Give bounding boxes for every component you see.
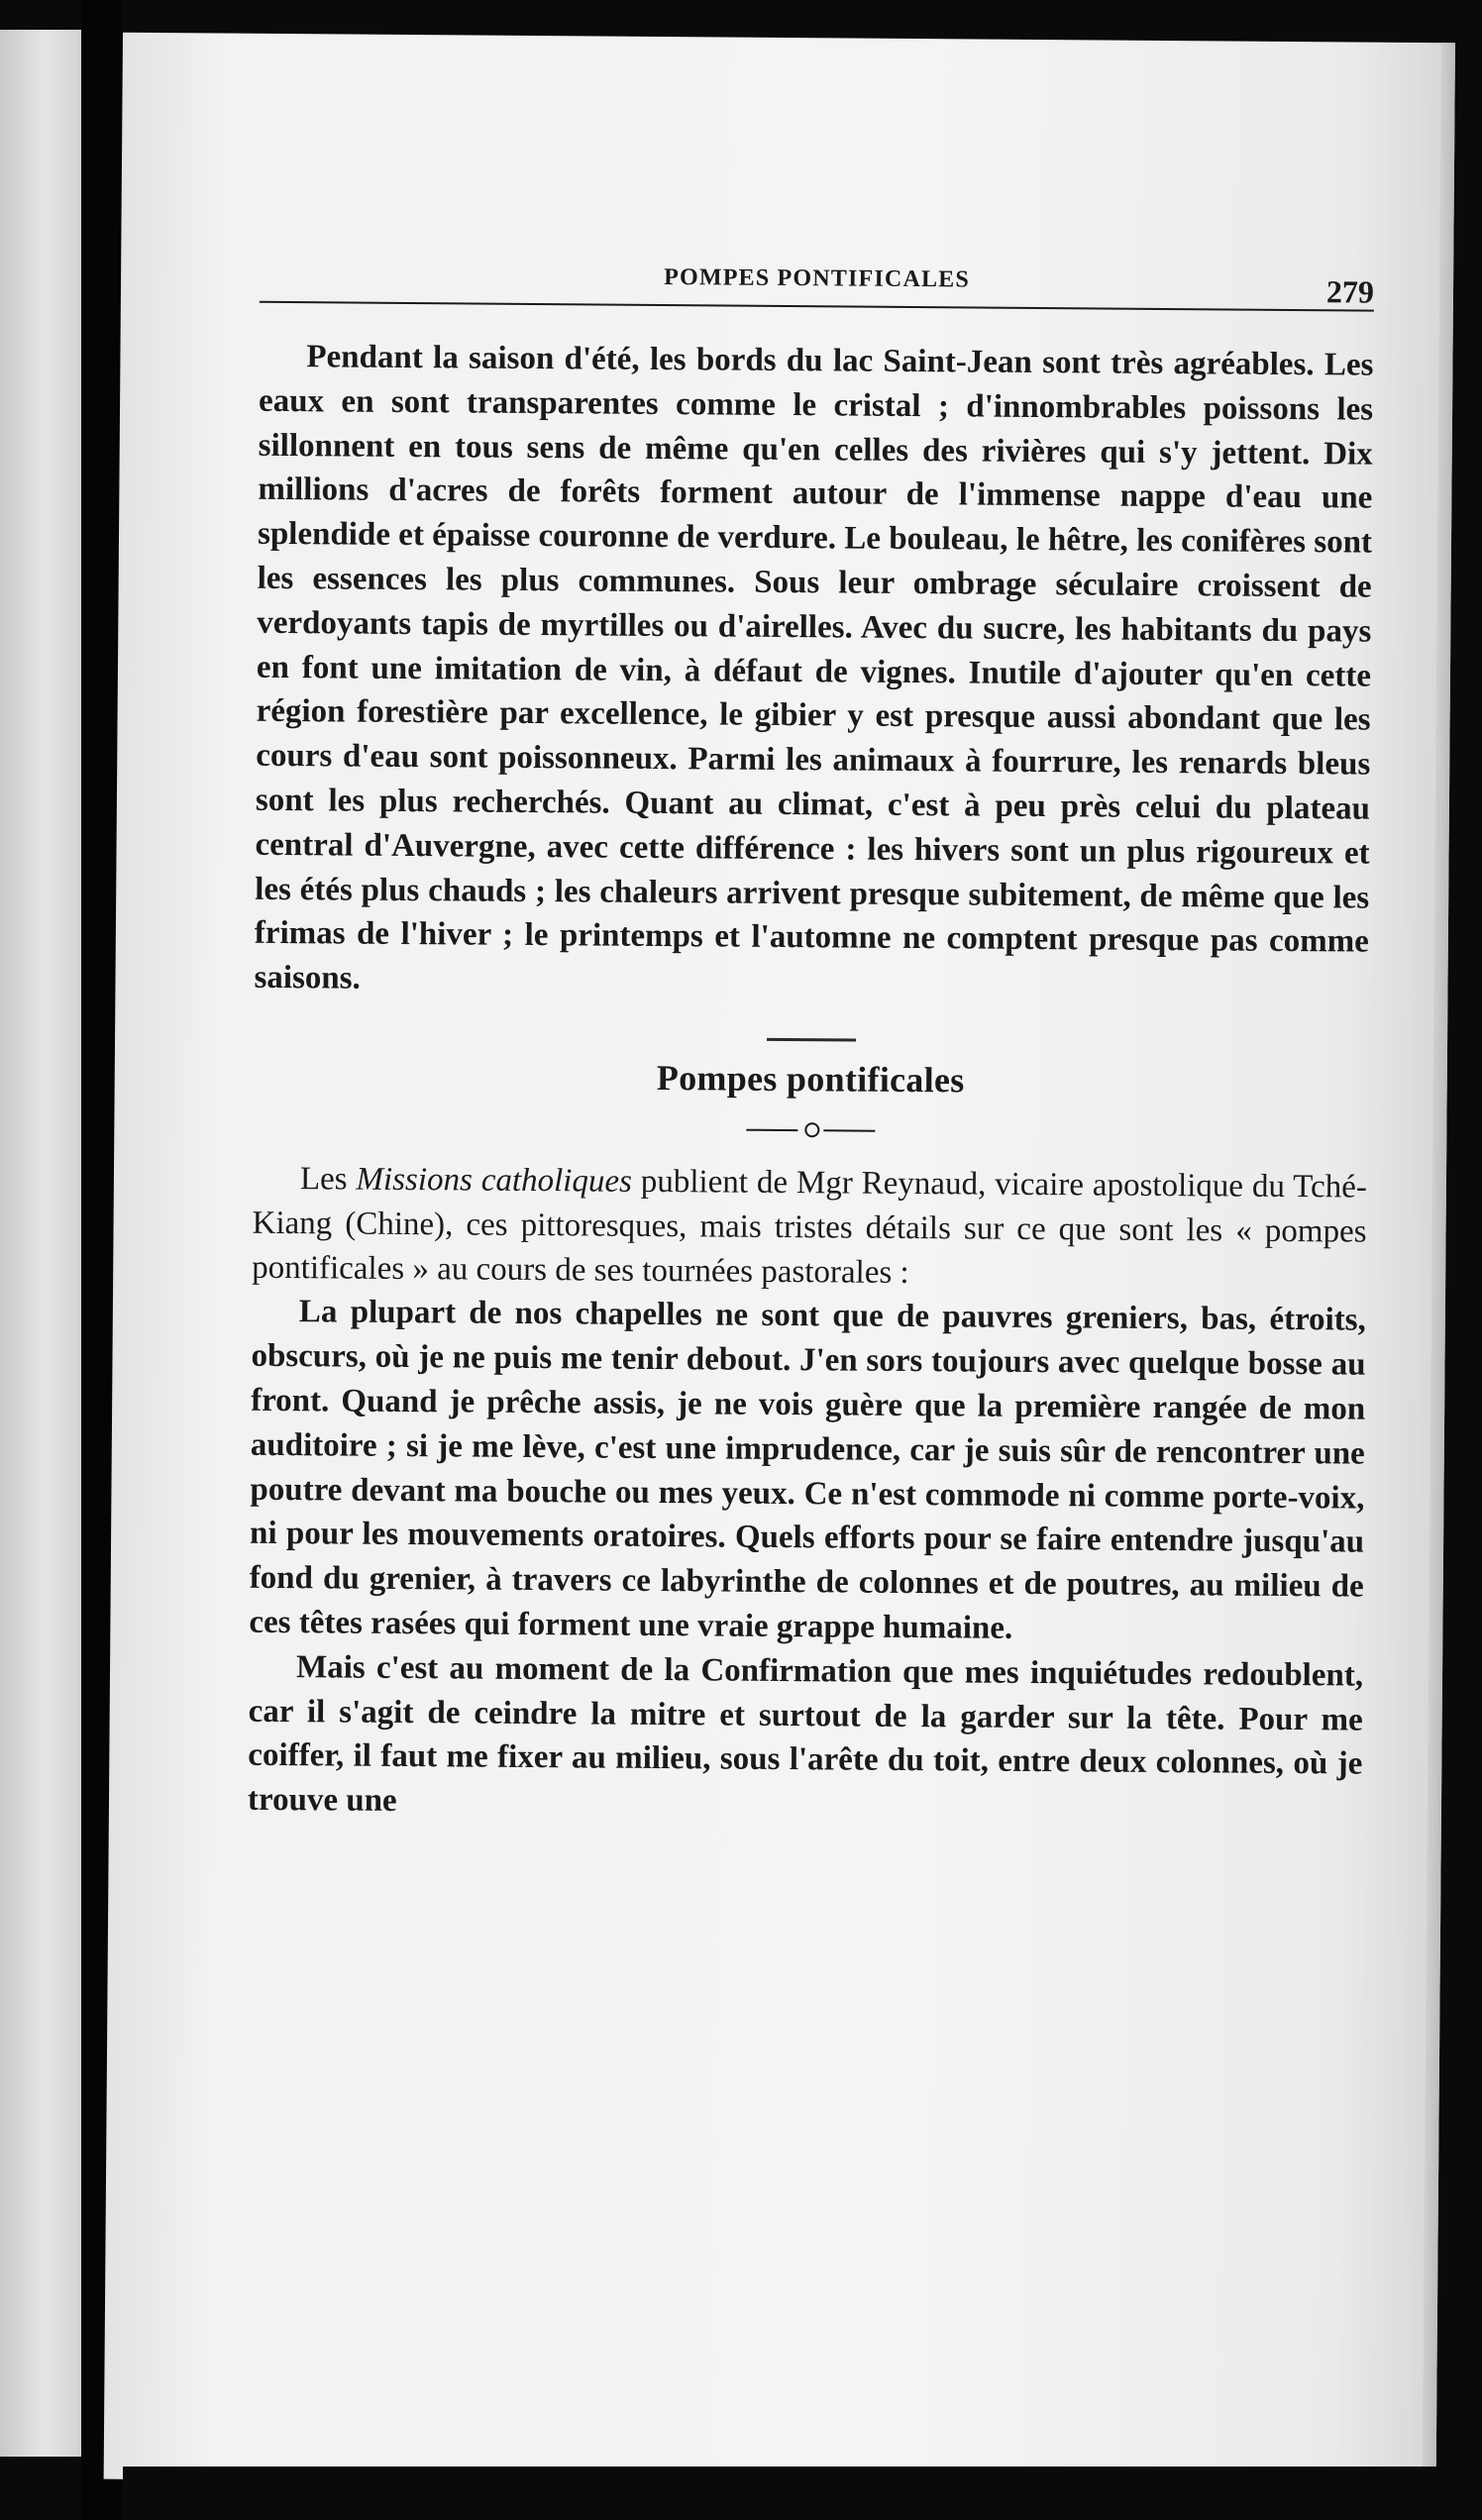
intro-prefix: Les [299, 1161, 357, 1198]
page-number: 279 [1325, 273, 1375, 310]
header-rule [260, 301, 1374, 312]
running-head: POMPES PONTIFICALES [664, 264, 971, 293]
intro-suffix: publient de Mgr Reynaud, vicaire apostolique du Tché-Kiang (Chine), ces pittoresques, mais tristes détails sur ce que sont les « pompes pontificales » au cours de ses tournées pastorales : [252, 1163, 1368, 1291]
paragraph-confirmation: Mais c'est au moment de la Confirmation que mes inquiétudes redoublent, car il s'agit de ceindre la mitre et surtout de la garder sur la tête. Pour me coiffer, il faut me fixer au milieu, sous l'arête du toit, entre deux colonnes, où je trouve une [247, 1648, 1364, 1820]
page [104, 33, 1455, 2489]
body-text [248, 335, 1374, 1832]
paragraph-chapelles: La plupart de nos chapelles ne sont que de pauvres greniers, bas, étroits, obscurs, où je ne puis me tenir debout. J'en sors toujours avec quelque bosse au front. Quand je prêche assis, je ne vois guère que la première rangée de mon auditoire ; si je me lève, c'est une imprudence, car je suis sûr de rencontrer une poutre devant ma bouche ou mes yeux. Ce n'est commode ni comme porte-voix, ni pour les mouvements oratoires. Quels efforts pour se faire entendre jusqu'au fond du grenier, à travers ce labyrinthe de colonnes et de poutres, au milieu de ces têtes rasées qui forment une vraie grappe humaine. [249, 1294, 1366, 1646]
page-header [260, 204, 1375, 310]
paragraph-missions-intro [252, 1157, 1367, 1299]
section-title: Pompes pontificales [656, 1057, 965, 1101]
paragraph-lac-saint-jean: Pendant la saison d'été, les bords du lac Saint-Jean sont très agréables. Les eaux en sont transparentes comme le cristal ; d'innombrables poissons les sillonnent en tous sens de même qu'en celles des rivières qui s'y jettent. Dix millions d'acres de forêts forment autour de l'immense nappe d'eau une splendide et épaisse couronne de verdure. Le bouleau, le hêtre, les conifères sont les essences les plus communes. Sous leur ombrage séculaire croissent de verdoyants tapis de myrtilles ou d'airelles. Avec du sucre, les habitants du pays en font une imitation de vin, à défaut de vignes. Inutile d'ajouter qu'en cette région forestière par excellence, le gibier y est presque aussi abondant que les cours d'eau sont poissonneux. Parmi les animaux à fourrure, les renards bleus sont les plus recherchés. Quant au climat, c'est à peu près celui du plateau central d'Auvergne, avec cette différence : les hivers sont un plus rigoureux et les étés plus chauds ; les chaleurs arrivent presque subitement, de même que les frimas de l'hiver ; le printemps et l'automne ne comptent presque pas comme saisons. [254, 339, 1374, 997]
section-ornament [254, 1026, 1368, 1049]
bottom-shadow [123, 2467, 1455, 2520]
publication-title: Missions catholiques [356, 1161, 633, 1200]
page-content [248, 204, 1375, 1832]
title-divider [746, 1119, 875, 1140]
facing-page-edge [0, 30, 81, 2457]
page-edge-shadow [1423, 43, 1455, 2489]
